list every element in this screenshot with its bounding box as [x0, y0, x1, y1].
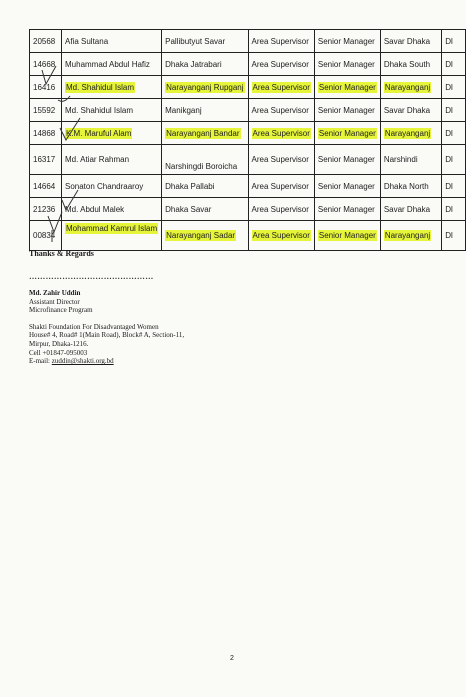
- employee-name-cell: Md. Atiar Rahman: [62, 145, 162, 175]
- signatory-name: Md. Zahir Uddin: [29, 289, 81, 297]
- org-address-2: Mirpur, Dhaka-1216.: [29, 339, 89, 348]
- extra-column-cell: Dl: [442, 30, 466, 53]
- branch-location-cell: Dhaka Pallabi: [162, 175, 248, 198]
- org-phone: Cell +01847-095003: [29, 348, 88, 357]
- tick-mark: [60, 118, 80, 140]
- position-cell: Area Supervisor: [248, 198, 314, 221]
- branch-location-cell: Narayanganj Sadar: [162, 221, 248, 251]
- org-address-1: House# 4, Road# 1(Main Road), Block# A, Section-11,: [29, 331, 185, 340]
- signatory-title: Assistant Director: [29, 297, 80, 306]
- tick-mark: [42, 66, 56, 84]
- reports-to-cell: Senior Manager: [314, 76, 380, 99]
- region-cell: Savar Dhaka: [380, 30, 441, 53]
- region-cell: Savar Dhaka: [380, 198, 441, 221]
- reports-to-cell: Senior Manager: [314, 30, 380, 53]
- org-name: Shakti Foundation For Disadvantaged Women: [29, 322, 159, 331]
- extra-column-cell: Dl: [442, 53, 466, 76]
- tick-mark: [58, 96, 70, 101]
- employee-name-cell: Sonaton Chandraaroy: [62, 175, 162, 198]
- region-cell: Narshindi: [380, 145, 441, 175]
- position-cell: Area Supervisor: [248, 30, 314, 53]
- email-link[interactable]: zuddin@shakti.org.bd: [51, 357, 114, 366]
- region-cell: Narayanganj: [380, 76, 441, 99]
- employee-id-cell: 14668: [30, 53, 62, 76]
- position-cell: Area Supervisor: [248, 53, 314, 76]
- extra-column-cell: Dl: [442, 198, 466, 221]
- page-number: 2: [230, 655, 234, 662]
- branch-location-cell: Dhaka Jatrabari: [162, 53, 248, 76]
- region-cell: Dhaka South: [380, 53, 441, 76]
- reports-to-cell: Senior Manager: [314, 99, 380, 122]
- employee-name-cell: Md. Shahidul Islam: [62, 99, 162, 122]
- employee-id-cell: 15592: [30, 99, 62, 122]
- position-cell: Area Supervisor: [248, 221, 314, 251]
- branch-location-cell: Dhaka Savar: [162, 198, 248, 221]
- branch-location-cell: Narayanganj Bandar: [162, 122, 248, 145]
- tick-mark: [62, 190, 78, 210]
- employee-id-cell: 21236: [30, 198, 62, 221]
- reports-to-cell: Senior Manager: [314, 122, 380, 145]
- tick-mark: [48, 212, 62, 232]
- closing-line: Thanks & Regards: [29, 249, 94, 258]
- extra-column-cell: Dl: [442, 76, 466, 99]
- branch-location-cell: Narshingdi Boroicha: [162, 145, 248, 175]
- signature-line: ………………………………………: [29, 272, 154, 281]
- region-cell: Dhaka North: [380, 175, 441, 198]
- extra-column-cell: Dl: [442, 175, 466, 198]
- employee-name-cell: Md. Abdul Malek: [62, 198, 162, 221]
- reports-to-cell: Senior Manager: [314, 221, 380, 251]
- employee-name-cell: Md. Shahidul Islam: [62, 76, 162, 99]
- employee-id-cell: 14664: [30, 175, 62, 198]
- org-email: E-mail: zuddin@shakti.org.bd: [29, 357, 114, 366]
- reports-to-cell: Senior Manager: [314, 53, 380, 76]
- reports-to-cell: Senior Manager: [314, 175, 380, 198]
- employee-id-cell: 00834: [30, 221, 62, 251]
- branch-location-cell: Pallibutyut Savar: [162, 30, 248, 53]
- position-cell: Area Supervisor: [248, 175, 314, 198]
- position-cell: Area Supervisor: [248, 145, 314, 175]
- branch-location-cell: Manikganj: [162, 99, 248, 122]
- employee-id-cell: 14868: [30, 122, 62, 145]
- employee-name-cell: Muhammad Abdul Hafiz: [62, 53, 162, 76]
- extra-column-cell: Dl: [442, 145, 466, 175]
- position-cell: Area Supervisor: [248, 122, 314, 145]
- region-cell: Narayanganj: [380, 221, 441, 251]
- employee-id-cell: 16317: [30, 145, 62, 175]
- region-cell: Savar Dhaka: [380, 99, 441, 122]
- position-cell: Area Supervisor: [248, 99, 314, 122]
- branch-location-cell: Narayanganj Rupganj: [162, 76, 248, 99]
- extra-column-cell: Dl: [442, 221, 466, 251]
- reports-to-cell: Senior Manager: [314, 145, 380, 175]
- signature-block: [29, 289, 184, 366]
- position-cell: Area Supervisor: [248, 76, 314, 99]
- employee-id-cell: 16416: [30, 76, 62, 99]
- reports-to-cell: Senior Manager: [314, 198, 380, 221]
- signatory-department: Microfinance Program: [29, 306, 93, 315]
- employee-id-cell: 20568: [30, 30, 62, 53]
- employee-name-cell: K.M. Maruful Alam: [62, 122, 162, 145]
- employee-name-cell: Mohammad Kamrul Islam: [62, 221, 162, 251]
- extra-column-cell: Dl: [442, 99, 466, 122]
- employee-name-cell: Afia Sultana: [62, 30, 162, 53]
- extra-column-cell: Dl: [442, 122, 466, 145]
- region-cell: Narayanganj: [380, 122, 441, 145]
